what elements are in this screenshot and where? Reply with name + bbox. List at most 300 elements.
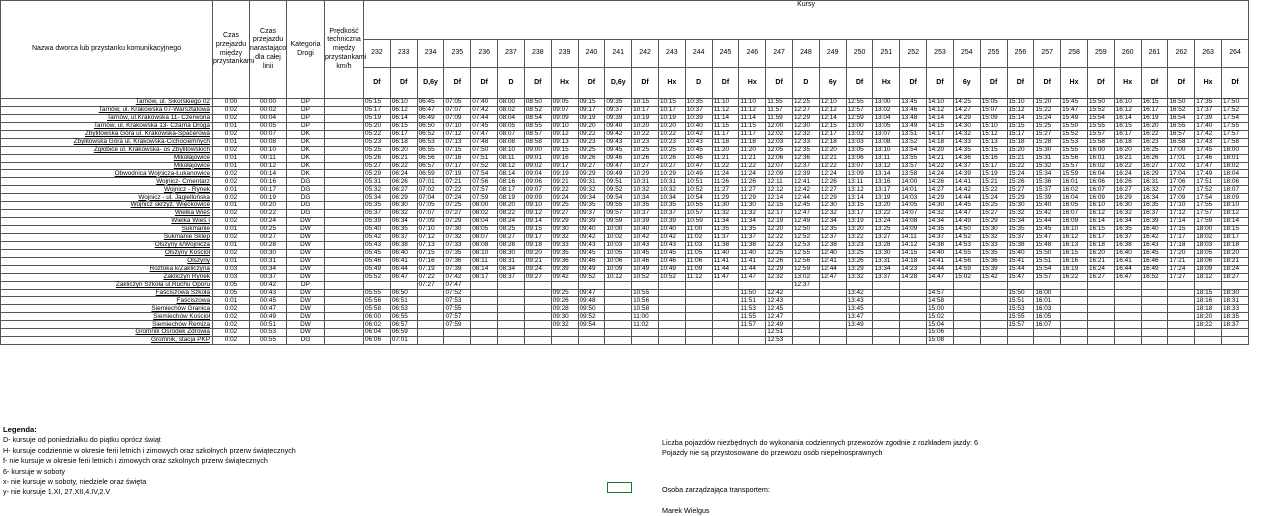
- departure-time: 11:15: [712, 122, 739, 130]
- departure-time: [417, 305, 444, 313]
- road-category: DW: [287, 218, 325, 226]
- departure-time: 07:05: [417, 202, 444, 210]
- vehicles-note: Liczba pojazdów niezbędnych do wykonania codziennych przewozów zgodnie z rozkładem jazdy: 6: [662, 438, 979, 447]
- course-type: Df: [766, 68, 793, 99]
- departure-time: 15:08: [927, 337, 954, 345]
- departure-time: 06:47: [417, 106, 444, 114]
- departure-time: 15:55: [1007, 313, 1034, 321]
- departure-time: 12:32: [766, 273, 793, 281]
- departure-time: [524, 289, 551, 297]
- departure-time: 17:55: [1222, 122, 1249, 130]
- departure-time: 16:47: [1114, 273, 1141, 281]
- departure-time: 13:57: [900, 162, 927, 170]
- departure-time: 07:35: [444, 249, 471, 257]
- time-cumulative: 00:22: [250, 210, 287, 218]
- station-name: Tarnów, ul. Krakowska 07-Warsztatowa: [1, 106, 213, 114]
- departure-time: 10:23: [632, 138, 659, 146]
- departure-time: 14:49: [953, 218, 980, 226]
- table-row: [1, 257, 1249, 265]
- course-number: 245: [712, 40, 739, 68]
- course-type: Df: [1087, 68, 1114, 99]
- departure-time: 09:00: [524, 146, 551, 154]
- departure-time: [524, 337, 551, 345]
- departure-time: 09:49: [578, 265, 605, 273]
- departure-time: 09:48: [578, 297, 605, 305]
- road-category: DW: [287, 313, 325, 321]
- departure-time: 15:45: [1061, 99, 1088, 107]
- departure-time: 16:10: [1087, 202, 1114, 210]
- speed-cell: [325, 218, 364, 226]
- departure-time: 07:57: [471, 186, 498, 194]
- departure-time: 12:36: [793, 154, 820, 162]
- table-row: [1, 138, 1249, 146]
- departure-time: 10:58: [632, 305, 659, 313]
- speed-cell: [325, 273, 364, 281]
- departure-time: 15:50: [1034, 249, 1061, 257]
- departure-time: 14:23: [900, 265, 927, 273]
- departure-time: [1087, 321, 1114, 329]
- departure-time: 09:06: [524, 178, 551, 186]
- speed-cell: [325, 297, 364, 305]
- departure-time: [578, 337, 605, 345]
- time-between: 0:03: [213, 265, 250, 273]
- departure-time: 15:27: [980, 210, 1007, 218]
- departure-time: 08:00: [471, 202, 498, 210]
- departure-time: 13:28: [873, 241, 900, 249]
- departure-time: 09:52: [605, 186, 632, 194]
- speed-cell: [325, 170, 364, 178]
- departure-time: 09:54: [605, 194, 632, 202]
- departure-time: 07:33: [444, 241, 471, 249]
- departure-time: 14:37: [927, 233, 954, 241]
- time-cumulative: 00:11: [250, 154, 287, 162]
- departure-time: 06:41: [390, 257, 417, 265]
- departure-time: 13:07: [846, 162, 873, 170]
- speed-cell: [325, 210, 364, 218]
- departure-time: 15:22: [980, 186, 1007, 194]
- departure-time: [1168, 321, 1195, 329]
- departure-time: 07:09: [444, 114, 471, 122]
- table-row: [1, 313, 1249, 321]
- departure-time: 16:41: [1114, 257, 1141, 265]
- departure-time: 12:12: [766, 186, 793, 194]
- departure-time: 18:20: [1222, 249, 1249, 257]
- departure-time: 16:07: [1034, 321, 1061, 329]
- departure-time: 14:12: [927, 106, 954, 114]
- departure-time: 12:03: [766, 138, 793, 146]
- departure-time: 15:22: [1007, 162, 1034, 170]
- departure-time: 18:37: [1222, 321, 1249, 329]
- departure-time: 13:51: [900, 130, 927, 138]
- departure-time: 16:02: [1087, 162, 1114, 170]
- departure-time: 16:29: [1141, 170, 1168, 178]
- departure-time: 07:22: [417, 273, 444, 281]
- departure-time: 17:07: [1168, 186, 1195, 194]
- departure-time: 06:00: [364, 313, 391, 321]
- course-number: 253: [927, 40, 954, 68]
- course-type: D: [793, 68, 820, 99]
- departure-time: 09:25: [578, 146, 605, 154]
- departure-time: [1114, 329, 1141, 337]
- departure-time: 14:21: [927, 154, 954, 162]
- departure-time: 12:25: [793, 99, 820, 107]
- departure-time: 09:27: [578, 162, 605, 170]
- departure-time: 15:12: [1007, 106, 1034, 114]
- departure-time: [1061, 329, 1088, 337]
- departure-time: 12:09: [766, 170, 793, 178]
- departure-time: 07:19: [444, 170, 471, 178]
- departure-time: 09:15: [524, 226, 551, 234]
- departure-time: [444, 337, 471, 345]
- road-category: DW: [287, 226, 325, 234]
- departure-time: 18:09: [1222, 194, 1249, 202]
- speed-cell: [325, 241, 364, 249]
- departure-time: [900, 321, 927, 329]
- departure-time: 13:22: [873, 210, 900, 218]
- departure-time: 08:10: [471, 249, 498, 257]
- departure-time: 10:52: [632, 273, 659, 281]
- departure-time: [1061, 321, 1088, 329]
- departure-time: 11:17: [712, 130, 739, 138]
- departure-time: [900, 305, 927, 313]
- departure-time: 17:21: [1168, 257, 1195, 265]
- departure-time: 12:59: [846, 114, 873, 122]
- departure-time: 12:35: [793, 146, 820, 154]
- departure-time: 17:58: [1222, 138, 1249, 146]
- departure-time: [605, 337, 632, 345]
- departure-time: 11:21: [712, 154, 739, 162]
- departure-time: 12:32: [819, 210, 846, 218]
- departure-time: 11:12: [712, 106, 739, 114]
- departure-time: [819, 329, 846, 337]
- departure-time: [1114, 321, 1141, 329]
- departure-time: 10:43: [658, 241, 685, 249]
- table-row: [1, 154, 1249, 162]
- departure-time: 09:26: [578, 154, 605, 162]
- departure-time: 09:25: [551, 202, 578, 210]
- departure-time: 05:34: [364, 194, 391, 202]
- time-cumulative: 00:17: [250, 186, 287, 194]
- departure-time: 13:48: [900, 114, 927, 122]
- departure-time: [846, 281, 873, 289]
- course-number: 259: [1087, 40, 1114, 68]
- departure-time: 16:04: [1061, 194, 1088, 202]
- notes: [662, 438, 978, 459]
- time-between: 0:01: [213, 297, 250, 305]
- time-between: 0:02: [213, 210, 250, 218]
- departure-time: 14:47: [953, 210, 980, 218]
- departure-time: 11:59: [766, 114, 793, 122]
- departure-time: 18:00: [1222, 146, 1249, 154]
- departure-time: 13:12: [873, 162, 900, 170]
- departure-time: 15:25: [1034, 122, 1061, 130]
- departure-time: 10:57: [685, 210, 712, 218]
- time-between: 0:02: [213, 218, 250, 226]
- departure-time: [578, 329, 605, 337]
- departure-time: [551, 337, 578, 345]
- departure-time: 15:39: [1034, 194, 1061, 202]
- departure-time: [793, 313, 820, 321]
- departure-time: 11:51: [739, 297, 766, 305]
- time-between: 0:02: [213, 194, 250, 202]
- departure-time: 05:19: [364, 114, 391, 122]
- departure-time: 13:17: [873, 186, 900, 194]
- departure-time: 10:05: [605, 249, 632, 257]
- departure-time: 13:10: [873, 146, 900, 154]
- departure-time: 11:21: [739, 154, 766, 162]
- departure-time: 16:34: [1141, 194, 1168, 202]
- departure-time: 07:36: [444, 257, 471, 265]
- station-name: Olszyny Kościół: [1, 249, 213, 257]
- departure-time: [1222, 329, 1249, 337]
- departure-time: 13:20: [846, 226, 873, 234]
- departure-time: 16:17: [1141, 106, 1168, 114]
- departure-time: 12:40: [819, 249, 846, 257]
- course-number: 260: [1114, 40, 1141, 68]
- departure-time: 11:55: [766, 99, 793, 107]
- course-type: Df: [1168, 68, 1195, 99]
- road-category: DW: [287, 297, 325, 305]
- departure-time: 06:50: [417, 122, 444, 130]
- station-name: Zakliczyn Szkoła ul.Ruchu Oporu: [1, 281, 213, 289]
- departure-time: 06:29: [390, 194, 417, 202]
- departure-time: 09:16: [551, 154, 578, 162]
- departure-time: 17:00: [1168, 146, 1195, 154]
- departure-time: 16:45: [1141, 249, 1168, 257]
- departure-time: [658, 329, 685, 337]
- departure-time: 18:10: [1222, 202, 1249, 210]
- departure-time: [658, 297, 685, 305]
- departure-time: 14:03: [900, 194, 927, 202]
- departure-time: 07:07: [417, 210, 444, 218]
- departure-time: 13:17: [846, 210, 873, 218]
- course-number: 236: [471, 40, 498, 68]
- departure-time: 12:07: [766, 162, 793, 170]
- departure-time: 11:26: [712, 178, 739, 186]
- course-type: D,6y: [417, 68, 444, 99]
- departure-time: 16:01: [1034, 297, 1061, 305]
- speed-cell: [325, 202, 364, 210]
- departure-time: 05:40: [364, 226, 391, 234]
- table-row: [1, 178, 1249, 186]
- departure-time: 11:20: [739, 146, 766, 154]
- speed-cell: [325, 162, 364, 170]
- departure-time: 11:35: [739, 226, 766, 234]
- departure-time: 14:53: [953, 241, 980, 249]
- departure-time: 05:39: [364, 218, 391, 226]
- departure-time: 15:50: [1087, 99, 1114, 107]
- course-number: 262: [1168, 40, 1195, 68]
- departure-time: 06:50: [390, 289, 417, 297]
- departure-time: 09:12: [551, 130, 578, 138]
- departure-time: 15:53: [1007, 305, 1034, 313]
- departure-time: 07:19: [417, 265, 444, 273]
- departure-time: 13:25: [846, 249, 873, 257]
- departure-time: [658, 337, 685, 345]
- departure-time: 12:21: [819, 154, 846, 162]
- departure-time: 10:29: [658, 170, 685, 178]
- departure-time: 12:02: [766, 130, 793, 138]
- departure-time: 16:24: [1087, 265, 1114, 273]
- departure-time: [1061, 313, 1088, 321]
- departure-time: 09:27: [551, 210, 578, 218]
- departure-time: 12:18: [819, 138, 846, 146]
- departure-time: 13:27: [873, 233, 900, 241]
- speed-cell: [325, 122, 364, 130]
- departure-time: 14:36: [953, 154, 980, 162]
- departure-time: 09:23: [578, 138, 605, 146]
- station-name: Wojnicz - ul. Jagiellońska: [1, 194, 213, 202]
- departure-time: [712, 305, 739, 313]
- table-row: [1, 265, 1249, 273]
- departure-time: [632, 329, 659, 337]
- departure-time: 12:20: [819, 146, 846, 154]
- course-type: D,6y: [605, 68, 632, 99]
- departure-time: 14:35: [927, 226, 954, 234]
- departure-time: 18:12: [1222, 210, 1249, 218]
- departure-time: 11:24: [739, 170, 766, 178]
- time-cumulative: 00:37: [250, 273, 287, 281]
- departure-time: 07:12: [444, 130, 471, 138]
- manager-name: Marek Wielgus: [662, 506, 710, 515]
- departure-time: 08:00: [498, 99, 525, 107]
- departure-time: 14:30: [953, 122, 980, 130]
- departure-time: 12:26: [766, 257, 793, 265]
- departure-time: [1141, 281, 1168, 289]
- departure-time: 16:57: [1168, 130, 1195, 138]
- departure-time: 09:27: [524, 273, 551, 281]
- departure-time: [1141, 297, 1168, 305]
- time-cumulative: 00:19: [250, 194, 287, 202]
- departure-time: 15:15: [1007, 122, 1034, 130]
- departure-time: [712, 281, 739, 289]
- departure-time: 15:55: [1087, 122, 1114, 130]
- departure-time: 14:18: [900, 257, 927, 265]
- departure-time: [551, 329, 578, 337]
- station-name: Zgłobice ul. Krakowska- os Zbylitowskich: [1, 146, 213, 154]
- departure-time: 11:34: [712, 218, 739, 226]
- departure-time: [417, 289, 444, 297]
- departure-time: 13:08: [873, 138, 900, 146]
- departure-time: 14:52: [953, 233, 980, 241]
- departure-time: 17:04: [1168, 170, 1195, 178]
- departure-time: [1114, 281, 1141, 289]
- legend-item: H- kursuje codziennie w okresie ferii letnich i zimowych oraz szkolnych przerw świątecznych: [3, 445, 296, 455]
- departure-time: 08:27: [498, 233, 525, 241]
- departure-time: 11:17: [739, 130, 766, 138]
- departure-time: 14:47: [927, 273, 954, 281]
- departure-time: 07:01: [390, 337, 417, 345]
- departure-time: 09:22: [578, 130, 605, 138]
- departure-time: 10:23: [658, 138, 685, 146]
- departure-time: 12:49: [793, 218, 820, 226]
- departure-time: 12:25: [766, 249, 793, 257]
- departure-time: 09:37: [578, 210, 605, 218]
- speed-cell: [325, 337, 364, 345]
- departure-time: 17:06: [1168, 178, 1195, 186]
- departure-time: [658, 321, 685, 329]
- departure-time: 16:40: [1114, 249, 1141, 257]
- departure-time: 16:13: [1061, 241, 1088, 249]
- time-between: 0:01: [213, 226, 250, 234]
- departure-time: [1034, 281, 1061, 289]
- departure-time: [1141, 337, 1168, 345]
- departure-time: [417, 321, 444, 329]
- departure-time: 11:12: [739, 106, 766, 114]
- departure-time: 10:45: [685, 146, 712, 154]
- departure-time: 15:40: [1034, 202, 1061, 210]
- departure-time: 13:12: [846, 186, 873, 194]
- departure-time: 16:44: [1114, 265, 1141, 273]
- departure-time: 09:01: [524, 154, 551, 162]
- table-row: [1, 186, 1249, 194]
- speed-cell: [325, 99, 364, 107]
- departure-time: 07:45: [471, 122, 498, 130]
- departure-time: [900, 297, 927, 305]
- departure-time: 13:29: [846, 265, 873, 273]
- table-row: [1, 297, 1249, 305]
- departure-time: 18:31: [1222, 297, 1249, 305]
- departure-time: [1087, 329, 1114, 337]
- departure-time: [846, 329, 873, 337]
- departure-time: [498, 305, 525, 313]
- time-cumulative: 00:27: [250, 233, 287, 241]
- departure-time: 16:04: [1087, 170, 1114, 178]
- departure-time: [980, 313, 1007, 321]
- departure-time: 09:30: [551, 313, 578, 321]
- road-category: DW: [287, 265, 325, 273]
- departure-time: 09:18: [524, 241, 551, 249]
- departure-time: [953, 281, 980, 289]
- departure-time: [605, 289, 632, 297]
- departure-time: 10:09: [605, 265, 632, 273]
- departure-time: 12:27: [793, 106, 820, 114]
- departure-time: 09:35: [605, 99, 632, 107]
- departure-time: 06:18: [390, 138, 417, 146]
- departure-time: [658, 289, 685, 297]
- departure-time: [980, 297, 1007, 305]
- departure-time: 17:59: [1195, 218, 1222, 226]
- departure-time: 09:07: [524, 186, 551, 194]
- departure-time: 06:57: [390, 321, 417, 329]
- road-category: DP: [287, 114, 325, 122]
- departure-time: 09:46: [578, 257, 605, 265]
- time-cumulative: 00:24: [250, 218, 287, 226]
- departure-time: 06:55: [417, 146, 444, 154]
- departure-time: [471, 281, 498, 289]
- departure-time: 15:52: [1087, 106, 1114, 114]
- departure-time: 15:37: [1007, 233, 1034, 241]
- departure-time: 15:47: [1034, 233, 1061, 241]
- departure-time: 06:45: [417, 99, 444, 107]
- departure-time: 17:46: [1195, 154, 1222, 162]
- departure-time: [712, 297, 739, 305]
- departure-time: 08:55: [524, 122, 551, 130]
- departure-time: 17:20: [1168, 249, 1195, 257]
- station-name: Siemiechów Granica: [1, 305, 213, 313]
- departure-time: 10:39: [632, 218, 659, 226]
- departure-time: 08:02: [471, 210, 498, 218]
- departure-time: 11:41: [712, 257, 739, 265]
- time-between: 0:02: [213, 321, 250, 329]
- departure-time: 09:15: [551, 146, 578, 154]
- departure-time: 14:11: [900, 233, 927, 241]
- departure-time: 07:40: [471, 99, 498, 107]
- departure-time: 11:22: [712, 162, 739, 170]
- departure-time: 10:34: [632, 194, 659, 202]
- departure-time: 10:29: [632, 170, 659, 178]
- departure-time: 09:19: [551, 170, 578, 178]
